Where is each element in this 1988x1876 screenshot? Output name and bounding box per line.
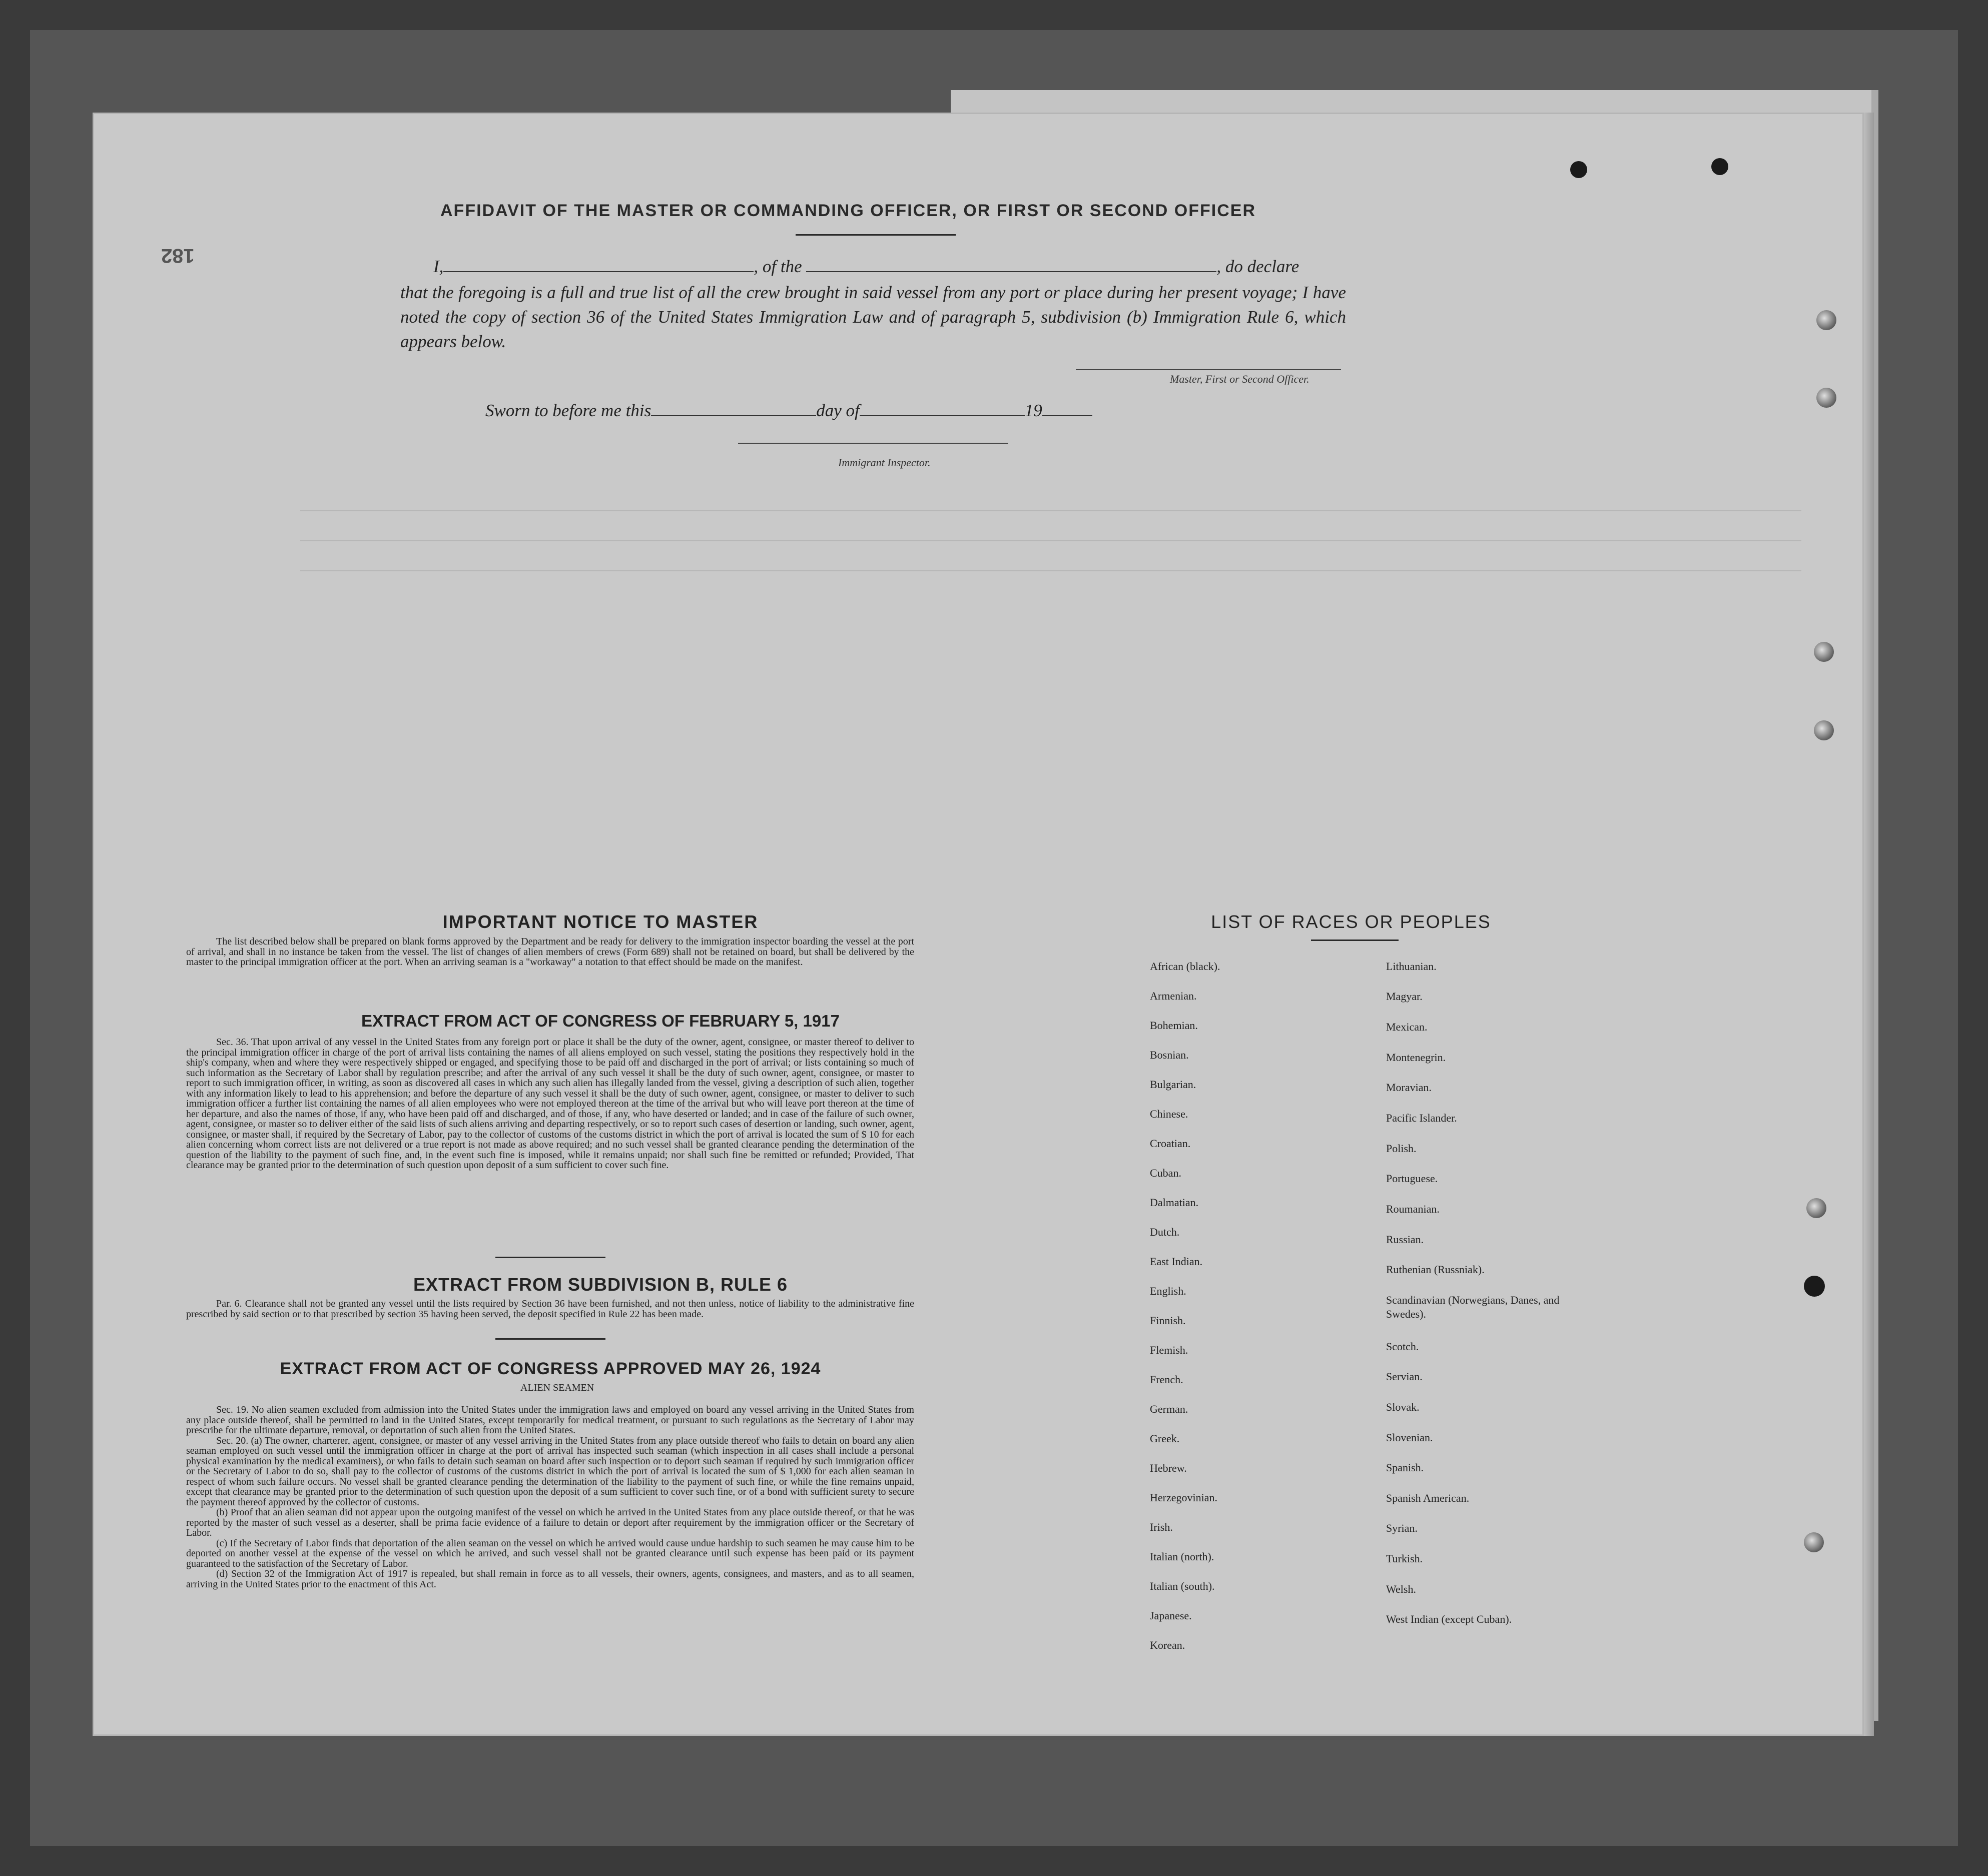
affidavit-line1 bbox=[433, 256, 1299, 277]
race-item: Korean. bbox=[1150, 1639, 1185, 1651]
punch-hole bbox=[1806, 1198, 1826, 1218]
race-item: Chinese. bbox=[1150, 1108, 1188, 1120]
section-20a: Sec. 20. (a) The owner, charterer, agent, consignee, or master of any vessel arriving in the United States from any place outside thereof who fails to detain on board any alien seaman employed on such vessel until the immigration officer in charge at the port of arrival has inspected such seaman (which inspection in all cases shall include a personal physical examination by the medical examiners), or who fails to detain such seaman on board after such inspection or to deport such seaman if required by such immigration officer or the Secretary of Labor to do so, shall pay to the collector of customs of the customs district in which the port of arrival is located the sum of $ 1,000 for each alien seaman in respect of whom such failure occurs. No vessel shall be granted clearance pending the determination of the liability to the payment of such fine, or while the fine remains unpaid, except that clearance may be granted prior to the determination of such question upon the deposit of a sum sufficient to cover such fine, or of a bond with sufficient surety to secure the payment thereof approved by the collector of customs. bbox=[186, 1435, 914, 1508]
punch-hole bbox=[1804, 1276, 1825, 1297]
affidavit-i: I, bbox=[433, 257, 444, 276]
extract-1924-title: EXTRACT FROM ACT OF CONGRESS APPROVED MAY 26, 1924 bbox=[280, 1359, 821, 1378]
inspector-signature-line[interactable] bbox=[738, 443, 1008, 444]
extract-rule6-title: EXTRACT FROM SUBDIVISION B, RULE 6 bbox=[413, 1274, 788, 1295]
race-item: Spanish. bbox=[1386, 1461, 1424, 1474]
section-19: Sec. 19. No alien seamen excluded from admission into the United States under the immigration laws and employed on board any vessel arriving in the United States from any place outside thereof, shall be permitted to land in the United States, except temporarily for medical treatment, or pursuant to such regulations as the Secretary of Labor may prescribe for the ultimate departure, removal, or deportation of such alien from the United States. bbox=[186, 1404, 914, 1436]
race-item: Russian. bbox=[1386, 1233, 1424, 1246]
race-item: Servian. bbox=[1386, 1370, 1423, 1383]
race-item: Croatian. bbox=[1150, 1137, 1191, 1150]
officer-label: Master, First or Second Officer. bbox=[1170, 373, 1309, 385]
month-field[interactable] bbox=[860, 400, 1025, 416]
race-item: Ruthenian (Russniak). bbox=[1386, 1263, 1485, 1276]
sworn-line bbox=[485, 400, 1092, 421]
punch-hole bbox=[1816, 388, 1836, 408]
race-item: Scandinavian (Norwegians, Danes, and Swedes). bbox=[1386, 1294, 1560, 1320]
race-item: English. bbox=[1150, 1285, 1186, 1297]
bleed-through-line bbox=[300, 570, 1801, 571]
punch-hole bbox=[1814, 720, 1834, 740]
race-item: Scotch. bbox=[1386, 1340, 1419, 1353]
affidavit-of-the: , of the bbox=[754, 257, 802, 276]
race-item: Roumanian. bbox=[1386, 1203, 1440, 1215]
page-edge bbox=[1864, 113, 1874, 1736]
race-item: West Indian (except Cuban). bbox=[1386, 1613, 1512, 1625]
race-item: Dalmatian. bbox=[1150, 1196, 1199, 1209]
race-item: Mexican. bbox=[1386, 1021, 1428, 1033]
races-title: LIST OF RACES OR PEOPLES bbox=[1211, 911, 1491, 932]
race-item: African (black). bbox=[1150, 960, 1220, 973]
officer-signature-line[interactable] bbox=[1076, 369, 1341, 370]
race-item: Flemish. bbox=[1150, 1344, 1188, 1356]
extract-1917-title: EXTRACT FROM ACT OF CONGRESS OF FEBRUARY 5, 1917 bbox=[361, 1012, 840, 1030]
race-item: Polish. bbox=[1386, 1142, 1417, 1155]
affidavit-body: that the foregoing is a full and true list of all the crew brought in said vessel from any port or place during her present voyage; I have noted the copy of section 36 of the United States Immigration Law and of paragraph 5, subdivision (b) Immigration Rule 6, which appears below. bbox=[400, 283, 1346, 351]
race-item: Japanese. bbox=[1150, 1609, 1192, 1622]
extract-1924-subtitle: ALIEN SEAMEN bbox=[520, 1382, 594, 1393]
race-item: Armenian. bbox=[1150, 990, 1197, 1002]
race-item: Bosnian. bbox=[1150, 1049, 1189, 1061]
section-rule bbox=[495, 1338, 605, 1340]
extract-rule6-text: Par. 6. Clearance shall not be granted any vessel until the lists required by Section 36 have been furnished, and not then unless, notice of liability to the administrative fine prescribed by said section or to that prescribed by section 35 having been served, the deposit specified in Rule 22 has been made. bbox=[186, 1298, 914, 1320]
year-field[interactable] bbox=[1042, 400, 1092, 416]
races-title-rule bbox=[1311, 940, 1399, 941]
race-item: Lithuanian. bbox=[1386, 960, 1437, 973]
title-rule bbox=[796, 234, 956, 236]
race-item: German. bbox=[1150, 1403, 1188, 1415]
bleed-through-line bbox=[300, 510, 1801, 511]
vessel-field[interactable] bbox=[806, 256, 1216, 272]
notice-text: The list described below shall be prepared on blank forms approved by the Department and be ready for delivery to the immigration inspector boarding the vessel at the port of arrival, and shall in no instance be taken from the vessel. The list of changes of alien members of crews (Form 689) shall not be retained on board, but shall be delivered by the master to the principal immigration officer at the port. When an arriving seaman is a "workaway" a notation to that effect should be made on the manifest. bbox=[186, 936, 914, 968]
race-item: Italian (north). bbox=[1150, 1550, 1214, 1563]
race-item: Pacific Islander. bbox=[1386, 1112, 1457, 1124]
section-20d: (d) Section 32 of the Immigration Act of 1917 is repealed, but shall remain in force as to all vessels, their owners, agents, consignees, and masters, and as to all seamen, arriving in the United States prior to the enactment of this Act. bbox=[186, 1568, 914, 1590]
affidavit-title: AFFIDAVIT OF THE MASTER OR COMMANDING OFFICER, OR FIRST OR SECOND OFFICER bbox=[440, 201, 1256, 220]
race-item: Portuguese. bbox=[1386, 1172, 1438, 1185]
inspector-label: Immigrant Inspector. bbox=[838, 456, 931, 469]
race-item: Italian (south). bbox=[1150, 1580, 1215, 1592]
race-item: Dutch. bbox=[1150, 1226, 1180, 1238]
punch-hole bbox=[1804, 1532, 1824, 1552]
race-item: Slovenian. bbox=[1386, 1431, 1433, 1444]
race-item: Magyar. bbox=[1386, 990, 1423, 1003]
race-item: Bohemian. bbox=[1150, 1019, 1198, 1032]
race-item: Slovak. bbox=[1386, 1401, 1420, 1413]
race-item: French. bbox=[1150, 1373, 1183, 1386]
race-item: Welsh. bbox=[1386, 1583, 1416, 1595]
year-prefix: 19 bbox=[1024, 401, 1042, 420]
name-field[interactable] bbox=[443, 256, 754, 272]
race-item: Moravian. bbox=[1386, 1081, 1432, 1094]
section-rule bbox=[495, 1257, 605, 1258]
race-item: Turkish. bbox=[1386, 1552, 1423, 1565]
affidavit-declare: , do declare bbox=[1216, 257, 1299, 276]
race-item: Greek. bbox=[1150, 1432, 1180, 1445]
bleed-through-line bbox=[300, 540, 1801, 541]
section-20c: (c) If the Secretary of Labor finds that deportation of the alien seaman on the vessel on which he arrived would cause undue hardship to such seamen he may cause him to be deported on another vessel at the expense of the vessel on which he arrived, and such vessel shall not be granted clearance until such expense has been paid or its payment guaranteed to the satisfaction of the Secretary of Labor. bbox=[186, 1537, 914, 1569]
section-20b: (b) Proof that an alien seaman did not appear upon the outgoing manifest of the vessel on which he arrived in the United States from any place outside thereof, or that he was reported by the master of such vessel as a deserter, shall be prima facie evidence of a failure to detain or deport after requirement by the immigration officer or the Secretary of Labor. bbox=[186, 1507, 914, 1538]
notice-title: IMPORTANT NOTICE TO MASTER bbox=[442, 911, 759, 932]
race-item: Montenegrin. bbox=[1386, 1051, 1446, 1064]
punch-hole bbox=[1816, 310, 1836, 330]
extract-1917-text: Sec. 36. That upon arrival of any vessel in the United States from any foreign port or place it shall be the duty of the owner, agent, consignee, or master thereof to deliver to the principal immigration officer in charge of the port of arrival lists containing the names of all aliens employed on such vessel, stating the positions they respectively hold in the ship's company, when and where they were respectively shipped or engaged, and specifying those to be paid off and discharged in the port of arrival; or lists containing so much of such information as the Secretary of Labor shall by regulation prescribe; and after the arrival of any such vessel it shall be the duty of such owner, agent, consignee, or master to report to such immigration officer, in writing, as soon as discovered all cases in which any such alien has illegally landed from the vessel, giving a description of such alien, together with any information likely to lead to his apprehension; and before the departure of any such vessel it shall be the duty of such owner, agent, consignee, or master to deliver to such immigration officer a further list containing the names of all alien employees who were not employed thereon at the time of the arrival but who will leave port thereon at the time of her departure, and also the names of those, if any, who have been paid off and discharged, and of those, if any, who have deserted or landed; and in case of the failure of such owner, agent, consignee, or master so to deliver either of the said lists of such aliens arriving and departing respectively, or so to report such cases of desertion or landing, such owner, agent, consignee, or master shall, if required by the Secretary of Labor, pay to the collector of customs of the customs district in which the port of arrival is located the sum of $ 10 for each alien concerning whom correct lists are not delivered or a true report is not made as above required; and no such vessel shall be granted clearance pending the determination of the question of the liability to the payment of such fine, and, in the event such fine is imposed, while it remains unpaid; nor shall such fine be remitted or refunded; Provided, That clearance may be granted prior to the determination of such question upon deposit of a sum sufficient to cover such fine. bbox=[186, 1037, 914, 1171]
race-item: Cuban. bbox=[1150, 1167, 1181, 1179]
race-item: Irish. bbox=[1150, 1521, 1173, 1533]
race-item: Herzegovinian. bbox=[1150, 1491, 1217, 1504]
stamp-number: 182 bbox=[161, 245, 195, 267]
day-field[interactable] bbox=[651, 400, 816, 416]
race-item: Syrian. bbox=[1386, 1522, 1418, 1534]
race-item: Hebrew. bbox=[1150, 1462, 1187, 1474]
punch-hole bbox=[1711, 158, 1728, 175]
race-item: Spanish American. bbox=[1386, 1492, 1470, 1504]
sworn-text: Sworn to before me this bbox=[485, 401, 651, 420]
day-of-text: day of bbox=[816, 401, 860, 420]
punch-hole bbox=[1814, 642, 1834, 662]
race-item: Bulgarian. bbox=[1150, 1078, 1196, 1091]
race-item: Finnish. bbox=[1150, 1314, 1186, 1327]
punch-hole bbox=[1570, 161, 1587, 178]
extract-1924-text bbox=[186, 1405, 914, 1589]
race-item: East Indian. bbox=[1150, 1255, 1203, 1268]
